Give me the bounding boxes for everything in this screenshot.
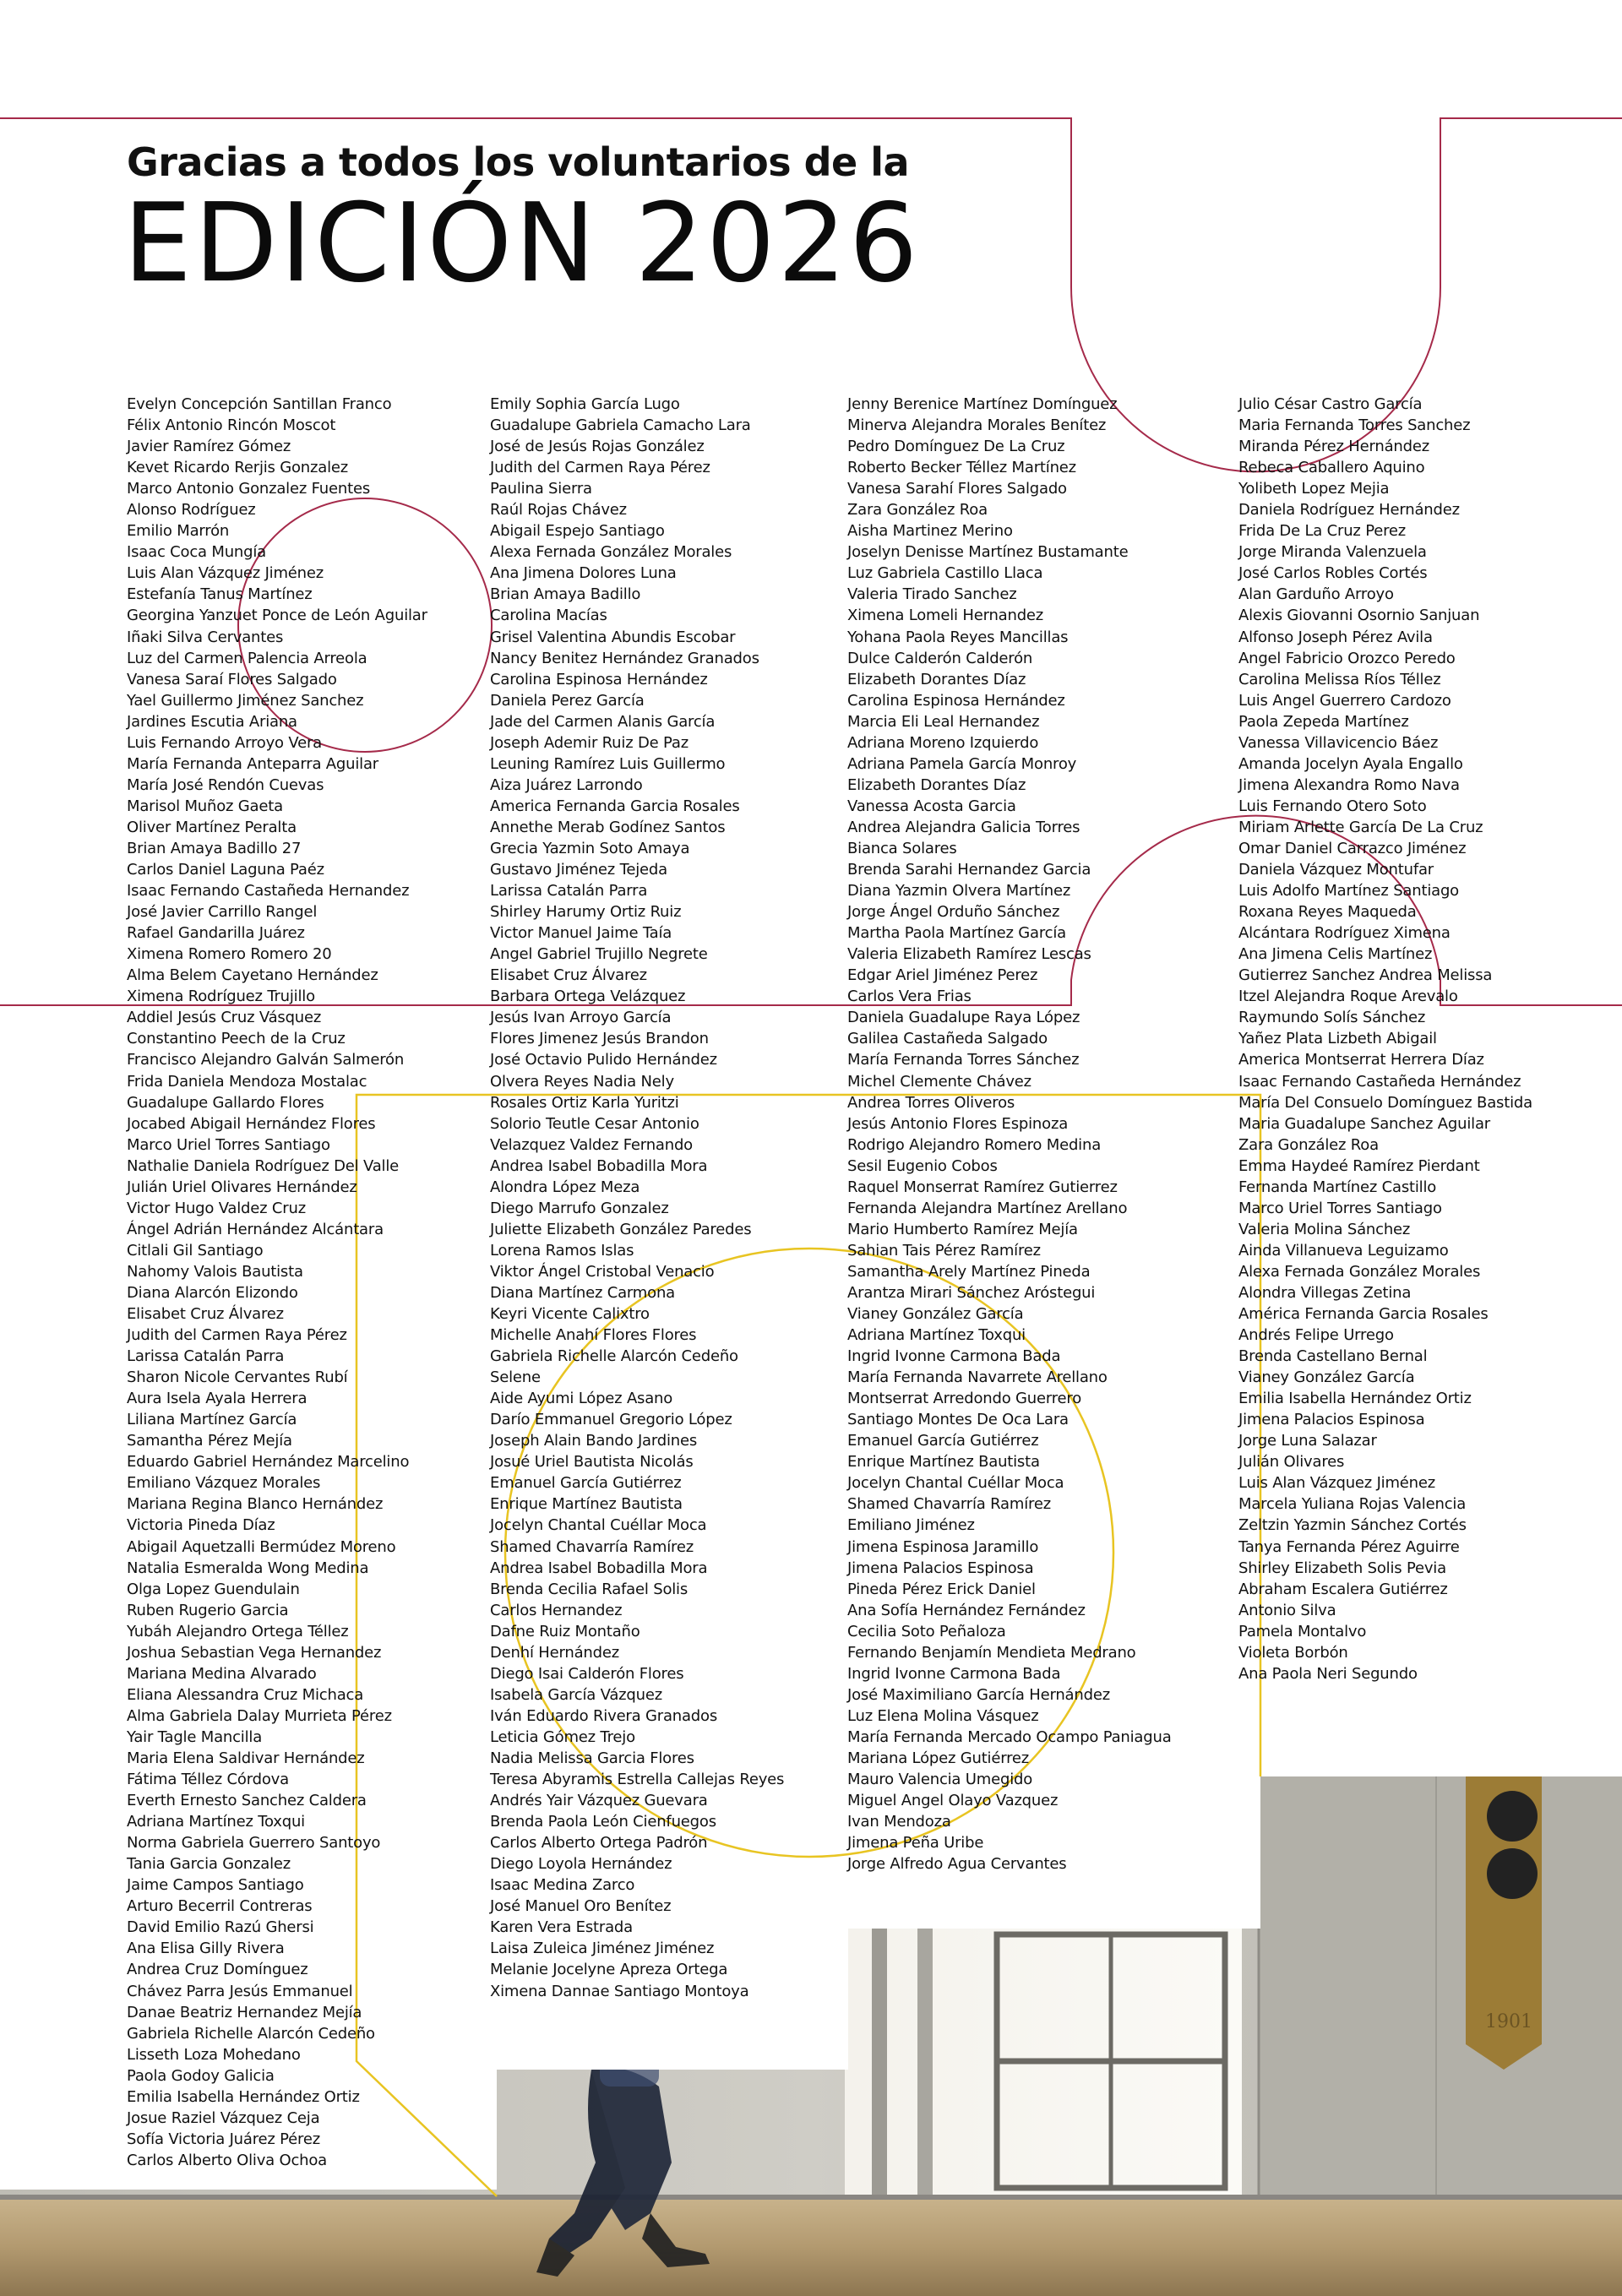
volunteer-name: Denhí Hernández (490, 1643, 619, 1662)
volunteer-name: Addiel Jesús Cruz Vásquez (127, 1009, 322, 1027)
volunteer-name: Isaac Coca Mungía (127, 543, 266, 562)
volunteer-name: Joseph Ademir Ruiz De Paz (490, 733, 689, 752)
volunteer-name: Brenda Sarahi Hernandez Garcia (847, 861, 1091, 879)
volunteer-name: Vanesa Sarahí Flores Salgado (847, 480, 1067, 498)
volunteer-name: Leuning Ramírez Luis Guillermo (490, 754, 726, 773)
volunteer-name: María Fernanda Anteparra Aguilar (127, 754, 378, 773)
volunteer-name: Iván Eduardo Rivera Granados (490, 1706, 718, 1725)
volunteer-name: María Fernanda Navarrete Arellano (847, 1368, 1108, 1387)
volunteer-name: Miriam Arlette García De La Cruz (1238, 818, 1483, 836)
volunteer-name: Elizabeth Dorantes Díaz (847, 775, 1026, 794)
volunteer-name: Luis Fernando Arroyo Vera (127, 733, 322, 752)
volunteer-name: Brenda Paola León Cienfuegos (490, 1813, 716, 1831)
volunteer-name: Mauro Valencia Umegido (847, 1771, 1033, 1789)
volunteer-name: Adriana Martínez Toxqui (847, 1326, 1026, 1345)
volunteer-name: América Fernanda Garcia Rosales (1238, 1305, 1489, 1324)
volunteer-name: Shirley Elizabeth Solis Pevia (1238, 1559, 1446, 1577)
volunteer-name: Paola Godoy Galicia (127, 2066, 275, 2085)
volunteer-name: Arantza Mirari Sánchez Aróstegui (847, 1283, 1096, 1302)
volunteer-name: Maria Elena Saldivar Hernández (127, 1749, 365, 1767)
volunteer-name: Carlos Alberto Oliva Ochoa (127, 2151, 328, 2169)
volunteer-name: Marco Antonio Gonzalez Fuentes (127, 480, 370, 498)
volunteer-name: Alfonso Joseph Pérez Avila (1238, 628, 1433, 646)
volunteer-name: Victoria Pineda Díaz (127, 1516, 275, 1535)
volunteer-name: Marcia Eli Leal Hernandez (847, 712, 1040, 731)
volunteer-name: Carolina Macías (490, 607, 607, 625)
volunteer-name: Emanuel García Gutiérrez (847, 1432, 1039, 1450)
volunteer-name: Eliana Alessandra Cruz Michaca (127, 1685, 364, 1704)
volunteer-name: María José Rendón Cuevas (127, 775, 324, 794)
volunteer-name: Constantino Peech de la Cruz (127, 1030, 346, 1048)
volunteer-name: Julián Olivares (1238, 1453, 1345, 1472)
volunteer-name: Joshua Sebastian Vega Hernandez (127, 1643, 382, 1662)
volunteer-name: Andrea Alejandra Galicia Torres (847, 818, 1080, 836)
volunteer-name: Vanesa Saraí Flores Salgado (127, 670, 337, 688)
volunteer-name: Solorio Teutle Cesar Antonio (490, 1114, 699, 1133)
volunteer-name: America Fernanda Garcia Rosales (490, 797, 740, 815)
volunteer-name: Adriana Pamela García Monroy (847, 754, 1077, 773)
volunteer-name: Valeria Tirado Sanchez (847, 585, 1017, 604)
volunteer-name: Carolina Melissa Ríos Téllez (1238, 670, 1441, 688)
volunteer-name: Arturo Becerril Contreras (127, 1897, 313, 1916)
volunteer-name: Angel Fabricio Orozco Peredo (1238, 649, 1456, 667)
volunteer-name: Michelle Anahí Flores Flores (490, 1326, 697, 1345)
volunteer-name: Shamed Chavarría Ramírez (847, 1495, 1051, 1514)
volunteer-name: Carlos Hernandez (490, 1601, 623, 1619)
volunteer-name: Yohana Paola Reyes Mancillas (847, 628, 1069, 646)
volunteer-name: Zara González Roa (1238, 1135, 1379, 1154)
volunteer-name: Julián Uriel Olivares Hernández (127, 1178, 357, 1196)
volunteer-name: Paulina Sierra (490, 480, 592, 498)
volunteer-name: Olvera Reyes Nadia Nely (490, 1072, 674, 1091)
volunteer-name: Angel Gabriel Trujillo Negrete (490, 945, 708, 964)
volunteer-name: Joselyn Denisse Martínez Bustamante (847, 543, 1129, 562)
volunteer-name: Estefanía Tanus Martínez (127, 585, 313, 604)
volunteer-name: Maria Guadalupe Sanchez Aguilar (1238, 1114, 1490, 1133)
volunteer-name: Danae Beatriz Hernandez Mejía (127, 2003, 362, 2021)
volunteer-name: Julio César Castro García (1238, 395, 1423, 413)
volunteer-name: Raquel Monserrat Ramírez Gutierrez (847, 1178, 1118, 1196)
volunteer-name: Cecilia Soto Peñaloza (847, 1622, 1006, 1640)
volunteer-name: María Fernanda Mercado Ocampo Paniagua (847, 1727, 1172, 1746)
volunteer-name: Jocabed Abigail Hernández Flores (127, 1114, 376, 1133)
volunteer-name: Nathalie Daniela Rodríguez Del Valle (127, 1156, 400, 1175)
volunteer-name: Fernanda Martínez Castillo (1238, 1178, 1437, 1196)
volunteer-name: Emilia Isabella Hernández Ortiz (1238, 1390, 1472, 1408)
edition-title: EDICIÓN 2026 (123, 181, 921, 307)
volunteer-name: Mariana López Gutiérrez (847, 1749, 1030, 1767)
volunteer-name: Alma Belem Cayetano Hernández (127, 966, 378, 985)
volunteer-name: Zeltzin Yazmin Sánchez Cortés (1238, 1516, 1467, 1535)
volunteer-name: Iñaki Silva Cervantes (127, 628, 284, 646)
volunteer-name: Grecia Yazmin Soto Amaya (490, 839, 690, 857)
volunteer-name: Evelyn Concepción Santillan Franco (127, 395, 392, 413)
volunteer-name: Isaac Fernando Castañeda Hernández (1238, 1072, 1521, 1091)
volunteer-name: Grisel Valentina Abundis Escobar (490, 628, 736, 646)
volunteer-name: Frida Daniela Mendoza Mostalac (127, 1072, 367, 1091)
volunteer-name: Sahian Tais Pérez Ramírez (847, 1241, 1041, 1260)
volunteer-name: Emilio Marrón (127, 522, 230, 541)
volunteer-name: Luis Alan Vázquez Jiménez (1238, 1474, 1436, 1493)
volunteer-name: Andrés Yair Vázquez Guevara (490, 1792, 708, 1810)
volunteer-name: Daniela Rodríguez Hernández (1238, 501, 1460, 520)
volunteer-name: Ingrid Ivonne Carmona Bada (847, 1664, 1061, 1683)
volunteer-name: Ana Elisa Gilly Rivera (127, 1940, 285, 1958)
volunteer-name: Mario Humberto Ramírez Mejía (847, 1220, 1078, 1238)
volunteer-name: Ana Jimena Dolores Luna (490, 564, 677, 583)
volunteer-name: Nancy Benitez Hernández Granados (490, 649, 759, 667)
volunteer-column-4 (1238, 394, 1532, 1684)
volunteer-name: Yubáh Alejandro Ortega Téllez (127, 1622, 349, 1640)
volunteer-name: Luz Elena Molina Vásquez (847, 1706, 1039, 1725)
volunteer-name: Tanya Fernanda Pérez Aguirre (1238, 1537, 1460, 1556)
volunteer-name: Michel Clemente Chávez (847, 1072, 1031, 1091)
volunteer-name: Aiza Juárez Larrondo (490, 775, 643, 794)
volunteer-name: Ana Jimena Celis Martínez (1238, 945, 1433, 964)
volunteer-name: María Fernanda Torres Sánchez (847, 1051, 1080, 1069)
volunteer-name: Abigail Espejo Santiago (490, 522, 665, 541)
volunteer-name: Miranda Pérez Hernández (1238, 438, 1429, 456)
volunteer-name: Maria Fernanda Torres Sanchez (1238, 416, 1471, 435)
volunteer-name: Santiago Montes De Oca Lara (847, 1411, 1069, 1429)
volunteer-name: Kevet Ricardo Rerjis Gonzalez (127, 459, 349, 477)
volunteer-name: Gustavo Jiménez Tejeda (490, 861, 667, 879)
volunteer-name: Fernando Benjamín Mendieta Medrano (847, 1643, 1136, 1662)
volunteer-name: Fernanda Alejandra Martínez Arellano (847, 1199, 1128, 1217)
volunteer-name: Andrea Isabel Bobadilla Mora (490, 1559, 708, 1577)
volunteer-name: Guadalupe Gabriela Camacho Lara (490, 416, 751, 435)
volunteer-name: Jorge Alfredo Agua Cervantes (847, 1855, 1067, 1874)
volunteer-name: Chávez Parra Jesús Emmanuel (127, 1982, 353, 2000)
volunteer-name: Aide Ayumi López Asano (490, 1390, 673, 1408)
volunteer-name: Luis Fernando Otero Soto (1238, 797, 1427, 815)
volunteer-name: Galilea Castañeda Salgado (847, 1030, 1048, 1048)
volunteer-name: Rosales Ortiz Karla Yuritzi (490, 1093, 679, 1112)
volunteer-name: Félix Antonio Rincón Moscot (127, 416, 336, 435)
volunteer-name: José de Jesús Rojas González (490, 438, 705, 456)
volunteer-name: Teresa Abyramis Estrella Callejas Reyes (490, 1771, 785, 1789)
banner-text: 1901 (1485, 2011, 1532, 2032)
volunteer-name: Marcela Yuliana Rojas Valencia (1238, 1495, 1467, 1514)
volunteer-name: Vanessa Acosta Garcia (847, 797, 1016, 815)
volunteer-name: Joseph Alain Bando Jardines (490, 1432, 698, 1450)
volunteer-name: Marco Uriel Torres Santiago (127, 1135, 330, 1154)
volunteer-name: Victor Manuel Jaime Taía (490, 924, 672, 943)
volunteer-name: Alcántara Rodríguez Ximena (1238, 924, 1451, 943)
volunteer-name: Vanessa Villavicencio Báez (1238, 733, 1439, 752)
volunteer-name: Ivan Mendoza (847, 1813, 951, 1831)
volunteer-name: Rebeca Caballero Aquino (1238, 459, 1425, 477)
volunteer-name: Luz del Carmen Palencia Arreola (127, 649, 367, 667)
volunteer-name: Judith del Carmen Raya Pérez (127, 1326, 347, 1345)
volunteer-name: Carlos Daniel Laguna Paéz (127, 861, 324, 879)
volunteer-name: Brenda Cecilia Rafael Solis (490, 1580, 689, 1598)
volunteer-name: Paola Zepeda Martínez (1238, 712, 1409, 731)
volunteer-name: Francisco Alejandro Galván Salmerón (127, 1051, 405, 1069)
volunteer-name: Alexa Fernada González Morales (1238, 1262, 1481, 1281)
volunteer-name: Andrés Felipe Urrego (1238, 1326, 1394, 1345)
volunteer-name: Elisabet Cruz Álvarez (490, 966, 647, 985)
volunteer-name: José Maximiliano García Hernández (847, 1685, 1110, 1704)
volunteer-name: Victor Hugo Valdez Cruz (127, 1199, 306, 1217)
volunteer-name: Pedro Domínguez De La Cruz (847, 438, 1065, 456)
volunteer-name: Ana Sofía Hernández Fernández (847, 1601, 1086, 1619)
volunteer-name: Judith del Carmen Raya Pérez (490, 459, 710, 477)
volunteer-name: Yair Tagle Mancilla (127, 1727, 263, 1746)
volunteer-name: Diego Loyola Hernández (490, 1855, 672, 1874)
volunteer-name: Elizabeth Dorantes Díaz (847, 670, 1026, 688)
volunteer-name: Jardines Escutia Ariana (127, 712, 297, 731)
volunteer-name: Diana Martínez Carmona (490, 1283, 675, 1302)
volunteer-name: José Javier Carrillo Rangel (127, 903, 318, 922)
volunteer-name: Viktor Ángel Cristobal Venacio (490, 1262, 715, 1281)
volunteer-name: Emiliano Vázquez Morales (127, 1474, 321, 1493)
volunteer-name: Antonio Silva (1238, 1601, 1336, 1619)
volunteer-name: Zara González Roa (847, 501, 988, 520)
volunteer-name: Sharon Nicole Cervantes Rubí (127, 1368, 348, 1387)
volunteer-name: Luis Alan Vázquez Jiménez (127, 564, 324, 583)
volunteer-name: Georgina Yanzuet Ponce de León Aguilar (127, 607, 427, 625)
volunteer-name: María Del Consuelo Domínguez Bastida (1238, 1093, 1532, 1112)
volunteer-name: Lisseth Loza Mohedano (127, 2045, 301, 2064)
volunteer-name: Shamed Chavarría Ramírez (490, 1537, 694, 1556)
volunteer-name: Jocelyn Chantal Cuéllar Moca (847, 1474, 1064, 1493)
volunteer-name: Violeta Borbón (1238, 1643, 1348, 1662)
volunteer-name: Olga Lopez Guendulain (127, 1580, 300, 1598)
volunteer-name: Alondra López Meza (490, 1178, 640, 1196)
volunteer-name: Jimena Palacios Espinosa (1238, 1411, 1425, 1429)
volunteer-name: Everth Ernesto Sanchez Caldera (127, 1792, 367, 1810)
volunteer-name: Velazquez Valdez Fernando (490, 1135, 693, 1154)
volunteer-name: Josue Raziel Vázquez Ceja (127, 2108, 320, 2127)
volunteer-name: Eduardo Gabriel Hernández Marcelino (127, 1453, 410, 1472)
volunteer-name: Yolibeth Lopez Mejia (1238, 480, 1390, 498)
volunteer-column-2 (490, 394, 784, 2002)
volunteer-name: Juliette Elizabeth González Paredes (490, 1220, 752, 1238)
volunteer-name: Gutierrez Sanchez Andrea Melissa (1238, 966, 1493, 985)
volunteer-name: Melanie Jocelyne Apreza Ortega (490, 1961, 728, 1979)
volunteer-name: Diego Marrufo Gonzalez (490, 1199, 669, 1217)
volunteer-name: Gabriela Richelle Alarcón Cedeño (127, 2024, 375, 2043)
volunteer-name: Ximena Romero Romero 20 (127, 945, 332, 964)
volunteer-name: Valeria Elizabeth Ramírez Lescas (847, 945, 1091, 964)
volunteer-name: Alexa Fernada González Morales (490, 543, 732, 562)
volunteer-name: Emanuel García Gutiérrez (490, 1474, 682, 1493)
volunteer-name: Sesil Eugenio Cobos (847, 1156, 998, 1175)
volunteer-name: Jimena Peña Uribe (847, 1834, 984, 1853)
volunteer-name: Roberto Becker Téllez Martínez (847, 459, 1076, 477)
volunteer-column-1 (127, 394, 427, 2171)
volunteer-name: Nahomy Valois Bautista (127, 1262, 303, 1281)
volunteer-name: Vianey González García (847, 1305, 1024, 1324)
volunteer-name: Laisa Zuleica Jiménez Jiménez (490, 1940, 715, 1958)
volunteer-name: Enrique Martínez Bautista (490, 1495, 683, 1514)
volunteer-name: Tania Garcia Gonzalez (127, 1855, 291, 1874)
volunteer-name: Diana Alarcón Elizondo (127, 1283, 298, 1302)
volunteer-name: Adriana Martínez Toxqui (127, 1813, 305, 1831)
volunteer-name: Pamela Montalvo (1238, 1622, 1367, 1640)
volunteer-name: Jaime Campos Santiago (127, 1876, 304, 1895)
volunteer-name: Annethe Merab Godínez Santos (490, 818, 726, 836)
volunteer-name: Luis Angel Guerrero Cardozo (1238, 691, 1451, 710)
volunteer-name: Daniela Vázquez Montufar (1238, 861, 1434, 879)
volunteer-name: Daniela Perez García (490, 691, 645, 710)
volunteer-name: Mariana Medina Alvarado (127, 1664, 317, 1683)
volunteer-name: Jimena Espinosa Jaramillo (847, 1537, 1039, 1556)
volunteer-name: Jenny Berenice Martínez Domínguez (847, 395, 1118, 413)
volunteer-name: Miguel Angel Olayo Vazquez (847, 1792, 1059, 1810)
volunteer-name: Andrea Cruz Domínguez (127, 1961, 308, 1979)
volunteer-name: José Octavio Pulido Hernández (490, 1051, 717, 1069)
volunteer-name: Edgar Ariel Jiménez Perez (847, 966, 1038, 985)
volunteer-name: Roxana Reyes Maqueda (1238, 903, 1417, 922)
volunteer-name: José Carlos Robles Cortés (1238, 564, 1428, 583)
volunteer-name: Luz Gabriela Castillo Llaca (847, 564, 1043, 583)
volunteer-name: Selene (490, 1368, 541, 1387)
volunteer-name: Liliana Martínez García (127, 1411, 297, 1429)
volunteer-name: Samantha Arely Martínez Pineda (847, 1262, 1091, 1281)
volunteer-name: Fátima Téllez Córdova (127, 1771, 289, 1789)
volunteer-name: Alonso Rodríguez (127, 501, 256, 520)
volunteer-name: Yañez Plata Lizbeth Abigail (1238, 1030, 1437, 1048)
volunteer-name: Omar Daniel Carrazco Jiménez (1238, 839, 1467, 857)
volunteer-name: Aura Isela Ayala Herrera (127, 1390, 308, 1408)
volunteer-name: Jocelyn Chantal Cuéllar Moca (490, 1516, 707, 1535)
volunteer-name: Alan Garduño Arroyo (1238, 585, 1394, 604)
volunteer-name: Oliver Martínez Peralta (127, 818, 297, 836)
volunteer-name: Diego Isai Calderón Flores (490, 1664, 684, 1683)
volunteer-name: Norma Gabriela Guerrero Santoyo (127, 1834, 381, 1853)
volunteer-name: Carlos Vera Frias (847, 987, 972, 1006)
volunteer-column-3 (847, 394, 1172, 1874)
volunteer-name: Ximena Lomeli Hernandez (847, 607, 1044, 625)
volunteer-name: Emma Haydeé Ramírez Pierdant (1238, 1156, 1480, 1175)
volunteer-name: Ximena Dannae Santiago Montoya (490, 1982, 749, 2000)
thanks-heading: Gracias a todos los voluntarios de la (127, 139, 910, 185)
volunteer-name: Flores Jimenez Jesús Brandon (490, 1030, 709, 1048)
volunteer-name: Jade del Carmen Alanis García (490, 712, 716, 731)
volunteer-name: Martha Paola Martínez García (847, 924, 1067, 943)
volunteer-name: Amanda Jocelyn Ayala Engallo (1238, 754, 1463, 773)
volunteer-name: Ainda Villanueva Leguizamo (1238, 1241, 1449, 1260)
volunteer-name: Montserrat Arredondo Guerrero (847, 1390, 1082, 1408)
volunteer-name: Diana Yazmin Olvera Martínez (847, 882, 1071, 900)
volunteer-name: José Manuel Oro Benítez (490, 1897, 672, 1916)
volunteer-name: Guadalupe Gallardo Flores (127, 1093, 324, 1112)
volunteer-name: Itzel Alejandra Roque Arevalo (1238, 987, 1458, 1006)
volunteer-name: Josué Uriel Bautista Nicolás (490, 1453, 694, 1472)
volunteer-name: Vianey González García (1238, 1368, 1415, 1387)
volunteer-name: Keyri Vicente Calixtro (490, 1305, 650, 1324)
volunteer-name: Alma Gabriela Dalay Murrieta Pérez (127, 1706, 392, 1725)
volunteer-name: Luis Adolfo Martínez Santiago (1238, 882, 1459, 900)
volunteer-name: Leticia Gómez Trejo (490, 1727, 635, 1746)
volunteer-name: Ruben Rugerio Garcia (127, 1601, 289, 1619)
volunteer-name: Gabriela Richelle Alarcón Cedeño (490, 1347, 738, 1366)
volunteer-name: Abigail Aquetzalli Bermúdez Moreno (127, 1537, 396, 1556)
volunteer-name: Larissa Catalán Parra (127, 1347, 285, 1366)
volunteer-name: Natalia Esmeralda Wong Medina (127, 1559, 369, 1577)
volunteer-name: Raymundo Solís Sánchez (1238, 1009, 1426, 1027)
volunteer-name: Minerva Alejandra Morales Benítez (847, 416, 1107, 435)
volunteer-name: Valeria Molina Sánchez (1238, 1220, 1411, 1238)
volunteer-name: Samantha Pérez Mejía (127, 1432, 292, 1450)
volunteer-name: Enrique Martínez Bautista (847, 1453, 1040, 1472)
volunteer-name: Elisabet Cruz Álvarez (127, 1305, 284, 1324)
volunteer-name: Pineda Pérez Erick Daniel (847, 1580, 1036, 1598)
volunteer-name: Ximena Rodríguez Trujillo (127, 987, 315, 1006)
volunteer-name: Carolina Espinosa Hernández (490, 670, 708, 688)
volunteer-name: Alexis Giovanni Osornio Sanjuan (1238, 607, 1480, 625)
volunteer-name: America Montserrat Herrera Díaz (1238, 1051, 1484, 1069)
volunteer-name: Aisha Martinez Merino (847, 522, 1013, 541)
volunteer-name: Brian Amaya Badillo (490, 585, 641, 604)
volunteer-name: Ingrid Ivonne Carmona Bada (847, 1347, 1061, 1366)
volunteer-name: Rafael Gandarilla Juárez (127, 924, 305, 943)
volunteer-name: Marco Uriel Torres Santiago (1238, 1199, 1442, 1217)
volunteer-name: Marisol Muñoz Gaeta (127, 797, 283, 815)
volunteer-name: Jorge Miranda Valenzuela (1238, 543, 1427, 562)
volunteer-name: Alondra Villegas Zetina (1238, 1283, 1412, 1302)
volunteer-name: Andrea Torres Oliveros (847, 1093, 1015, 1112)
volunteer-name: Darío Emmanuel Gregorio López (490, 1411, 732, 1429)
volunteer-name: Sofía Victoria Juárez Pérez (127, 2130, 320, 2148)
volunteer-name: Shirley Harumy Ortiz Ruiz (490, 903, 682, 922)
volunteer-name: Jimena Alexandra Romo Nava (1238, 775, 1460, 794)
volunteer-name: Isaac Medina Zarco (490, 1876, 635, 1895)
volunteer-name: Jorge Ángel Orduño Sánchez (847, 903, 1060, 922)
volunteer-name: Carolina Espinosa Hernández (847, 691, 1065, 710)
volunteer-name: Brian Amaya Badillo 27 (127, 839, 302, 857)
volunteer-name: Rodrigo Alejandro Romero Medina (847, 1135, 1102, 1154)
volunteer-name: Dafne Ruiz Montaño (490, 1622, 640, 1640)
volunteer-name: Barbara Ortega Velázquez (490, 987, 686, 1006)
volunteer-name: Brenda Castellano Bernal (1238, 1347, 1428, 1366)
volunteer-name: Emily Sophia García Lugo (490, 395, 680, 413)
volunteer-name: Ángel Adrián Hernández Alcántara (127, 1220, 384, 1238)
volunteer-name: Frida De La Cruz Perez (1238, 522, 1407, 541)
volunteer-name: Raúl Rojas Chávez (490, 501, 627, 520)
volunteer-name: Isabela García Vázquez (490, 1685, 662, 1704)
volunteer-name: Javier Ramírez Gómez (127, 438, 291, 456)
volunteer-name: Jimena Palacios Espinosa (847, 1559, 1034, 1577)
volunteer-name: Andrea Isabel Bobadilla Mora (490, 1156, 708, 1175)
volunteer-name: Isaac Fernando Castañeda Hernandez (127, 882, 410, 900)
volunteer-name: Bianca Solares (847, 839, 957, 857)
volunteer-name: David Emilio Razú Ghersi (127, 1918, 314, 1937)
volunteer-name: Daniela Guadalupe Raya López (847, 1009, 1080, 1027)
volunteer-name: Jesús Antonio Flores Espinoza (847, 1114, 1069, 1133)
volunteer-name: Nadia Melissa Garcia Flores (490, 1749, 694, 1767)
volunteer-name: Lorena Ramos Islas (490, 1241, 634, 1260)
volunteer-name: Emiliano Jiménez (847, 1516, 975, 1535)
volunteer-name: Mariana Regina Blanco Hernández (127, 1495, 384, 1514)
volunteer-name: Abraham Escalera Gutiérrez (1238, 1580, 1448, 1598)
volunteer-name: Adriana Moreno Izquierdo (847, 733, 1039, 752)
volunteer-name: Dulce Calderón Calderón (847, 649, 1033, 667)
volunteer-name: Citlali Gil Santiago (127, 1241, 264, 1260)
volunteer-name: Ana Paola Neri Segundo (1238, 1664, 1418, 1683)
volunteer-name: Karen Vera Estrada (490, 1918, 633, 1937)
volunteer-name: Jorge Luna Salazar (1238, 1432, 1377, 1450)
volunteer-name: Larissa Catalán Parra (490, 882, 648, 900)
volunteer-name: Jesús Ivan Arroyo García (490, 1009, 672, 1027)
volunteer-name: Carlos Alberto Ortega Padrón (490, 1834, 708, 1853)
volunteer-name: Yael Guillermo Jiménez Sanchez (127, 691, 364, 710)
volunteer-name: Emilia Isabella Hernández Ortiz (127, 2087, 360, 2106)
